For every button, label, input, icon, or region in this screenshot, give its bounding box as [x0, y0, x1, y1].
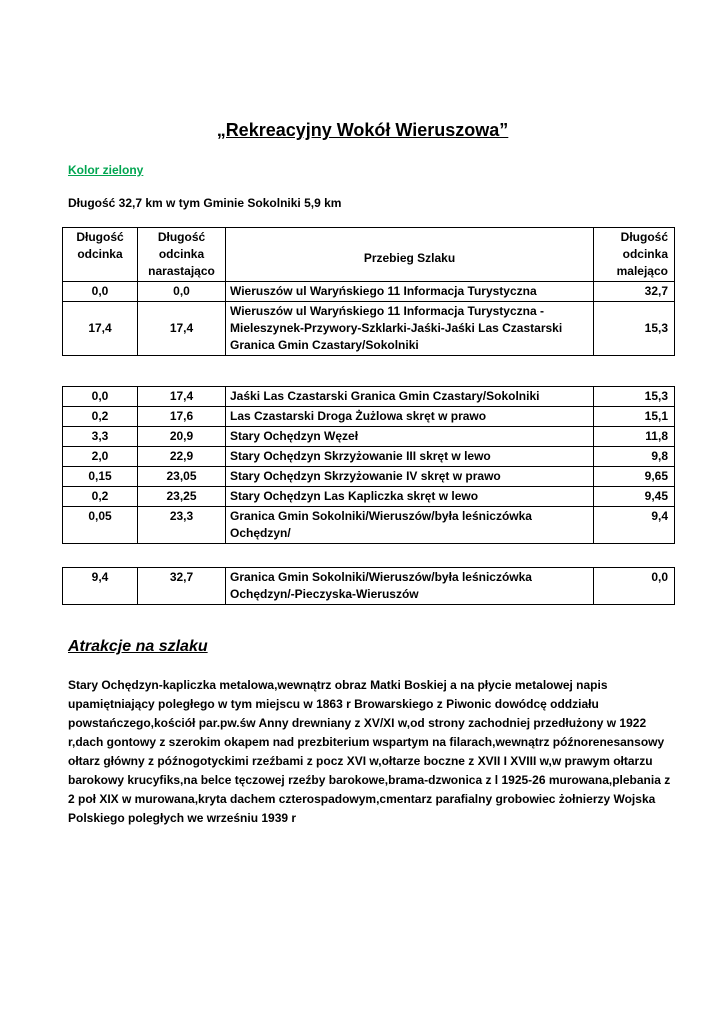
- route-table-3-body: [63, 568, 675, 605]
- cumulative-length-cell: 23,05: [138, 467, 226, 487]
- decreasing-length-cell: 15,3: [594, 302, 675, 356]
- cumulative-length-cell: 23,3: [138, 507, 226, 544]
- segment-length-cell: 0,2: [63, 487, 138, 507]
- cumulative-length-cell: 17,6: [138, 407, 226, 427]
- table-row: [63, 302, 675, 356]
- decreasing-length-cell: 32,7: [594, 282, 675, 302]
- cumulative-length-cell: 22,9: [138, 447, 226, 467]
- table-row: [63, 282, 675, 302]
- attractions-heading: Atrakcje na szlaku: [68, 638, 208, 655]
- route-table-2: [62, 386, 675, 544]
- route-table-1-body: [63, 282, 675, 356]
- attractions-text: Stary Ochędzyn-kapliczka metalowa,wewnątrz obraz Matki Boskiej a na płycie metalowej napis upamiętniający poległego w tym miejscu w 1863 r Browarskiego z Piwonic dowódcę oddziału powstańczego,kościół par.pw.św Anny drewniany z XV/XI w,od strony zachodniej przedłużony w 1922 r,dach gontowy z szerokim okapem nad prezbiterium wspartym na filarach,wewnątrz późnorenesansowy ołtarz główny z późnogotyckimi rzeźbami z pocz XVI w,ołtarze boczne z XVII I XVIII w,w prawym ołtarzu barokowy krucyfiks,na belce tęczowej rzeźby barokowe,brama-dzwonica z l 1925-26 murowana,plebania z 2 poł XIX w murowana,kryta dachem czterospadowym,cmentarz parafialny grobowiec żołnierzy Wojska Polskiego poległych we wrześniu 1939 r: [68, 678, 671, 825]
- decreasing-length-cell: 9,65: [594, 467, 675, 487]
- table-header-row: [63, 228, 675, 282]
- decreasing-length-cell: 9,4: [594, 507, 675, 544]
- segment-length-cell: 17,4: [63, 302, 138, 356]
- cumulative-length-cell: 17,4: [138, 302, 226, 356]
- segment-length-cell: 0,05: [63, 507, 138, 544]
- table-row: [63, 427, 675, 447]
- segment-length-cell: 0,15: [63, 467, 138, 487]
- table-row: [63, 467, 675, 487]
- table-row: [63, 447, 675, 467]
- table-row: [63, 407, 675, 427]
- route-cell: Granica Gmin Sokolniki/Wieruszów/była leśniczówka Ochędzyn/-Pieczyska-Wieruszów: [226, 568, 594, 605]
- decreasing-length-cell: 15,1: [594, 407, 675, 427]
- segment-length-cell: 2,0: [63, 447, 138, 467]
- segment-length-cell: 9,4: [63, 568, 138, 605]
- header-decreasing-length: Długość odcinka malejąco: [594, 228, 675, 282]
- segment-length-cell: 3,3: [63, 427, 138, 447]
- cumulative-length-cell: 17,4: [138, 387, 226, 407]
- route-cell: Wieruszów ul Waryńskiego 11 Informacja Turystyczna - Mieleszynek-Przywory-Szklarki-Jaśki-Jaśki Las Czastarski Granica Gmin Czastary/Sokolniki: [226, 302, 594, 356]
- cumulative-length-cell: 0,0: [138, 282, 226, 302]
- table-row: [63, 387, 675, 407]
- header-route: Przebieg Szlaku: [226, 228, 594, 282]
- table-row: [63, 507, 675, 544]
- cumulative-length-cell: 23,25: [138, 487, 226, 507]
- route-cell: Wieruszów ul Waryńskiego 11 Informacja Turystyczna: [226, 282, 594, 302]
- cumulative-length-cell: 20,9: [138, 427, 226, 447]
- cumulative-length-cell: 32,7: [138, 568, 226, 605]
- route-table-2-body: [63, 387, 675, 544]
- segment-length-cell: 0,0: [63, 282, 138, 302]
- decreasing-length-cell: 9,45: [594, 487, 675, 507]
- segment-length-cell: 0,2: [63, 407, 138, 427]
- route-cell: Stary Ochędzyn Las Kapliczka skręt w lewo: [226, 487, 594, 507]
- segment-length-cell: 0,0: [63, 387, 138, 407]
- table-row: [63, 487, 675, 507]
- decreasing-length-cell: 15,3: [594, 387, 675, 407]
- route-cell: Stary Ochędzyn Skrzyżowanie III skręt w lewo: [226, 447, 594, 467]
- header-segment-length: Długość odcinka: [63, 228, 138, 282]
- route-cell: Granica Gmin Sokolniki/Wieruszów/była leśniczówka Ochędzyn/: [226, 507, 594, 544]
- trail-length-info: Długość 32,7 km w tym Gminie Sokolniki 5,9 km: [68, 196, 342, 210]
- trail-color-label: Kolor zielony: [68, 163, 144, 177]
- route-cell: Stary Ochędzyn Węzeł: [226, 427, 594, 447]
- decreasing-length-cell: 0,0: [594, 568, 675, 605]
- route-table-1: [62, 227, 675, 356]
- decreasing-length-cell: 9,8: [594, 447, 675, 467]
- table-row: [63, 568, 675, 605]
- document-title: „Rekreacyjny Wokół Wieruszowa”: [216, 120, 509, 140]
- route-table-3: [62, 567, 675, 605]
- header-cumulative-length: Długość odcinka narastająco: [138, 228, 226, 282]
- route-cell: Jaśki Las Czastarski Granica Gmin Czastary/Sokolniki: [226, 387, 594, 407]
- route-cell: Las Czastarski Droga Żużlowa skręt w prawo: [226, 407, 594, 427]
- decreasing-length-cell: 11,8: [594, 427, 675, 447]
- route-cell: Stary Ochędzyn Skrzyżowanie IV skręt w prawo: [226, 467, 594, 487]
